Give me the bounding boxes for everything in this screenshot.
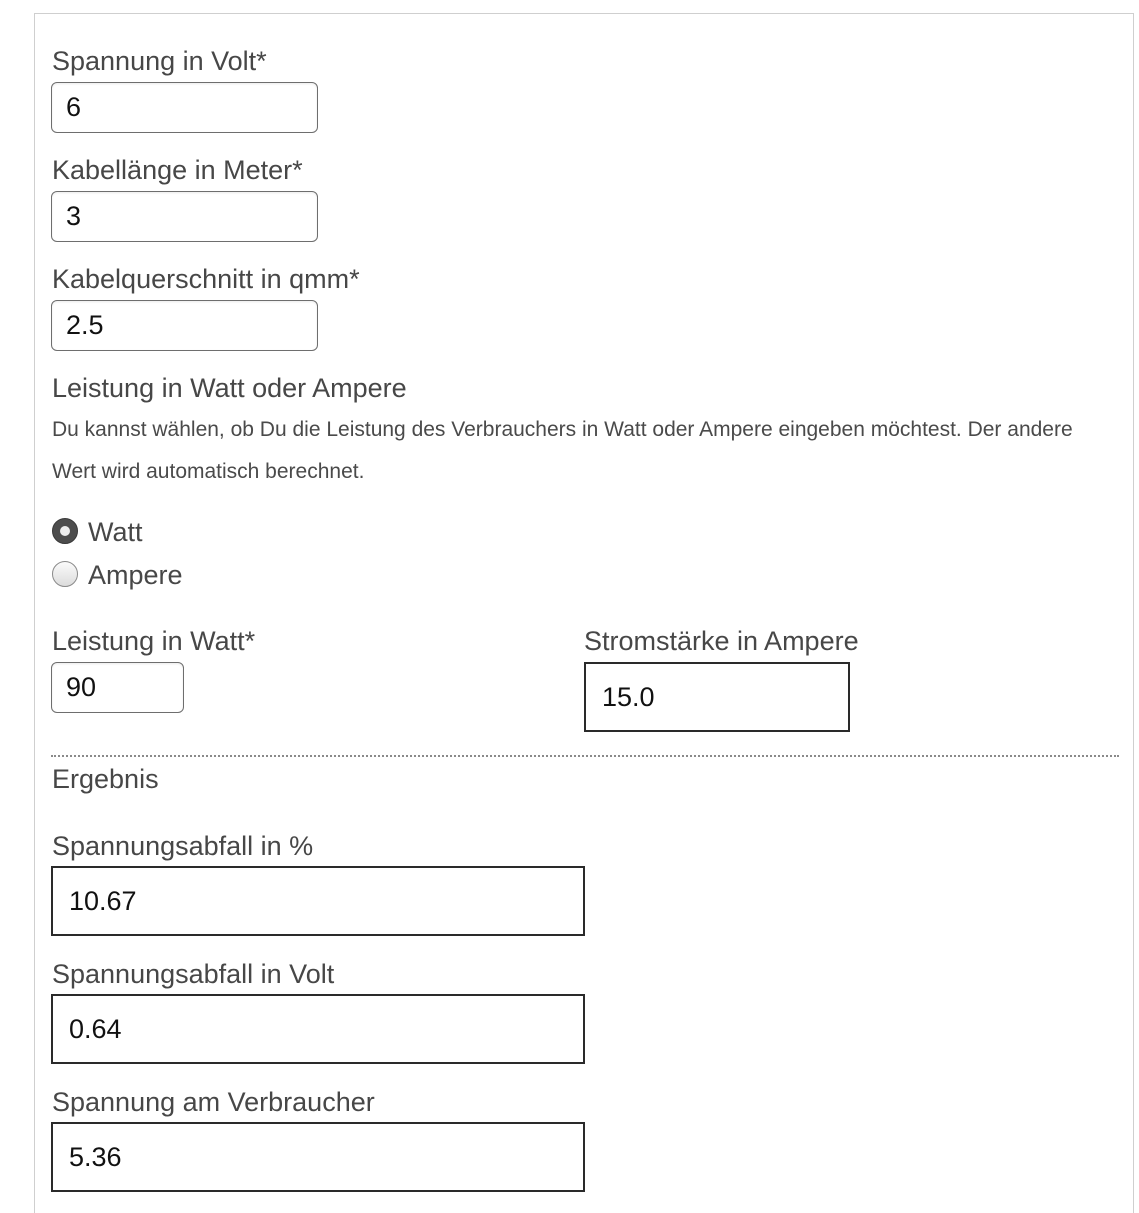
power-watt-label: Leistung in Watt* [52, 626, 256, 656]
ampere-radio[interactable] [52, 561, 78, 587]
ampere-radio-label[interactable]: Ampere [88, 560, 183, 590]
result-divider [51, 755, 1119, 757]
drop-percent-output: 10.67 [51, 866, 585, 936]
drop-volt-label: Spannungsabfall in Volt [52, 959, 335, 989]
power-mode-description: Du kannst wählen, ob Du die Leistung des Verbrauchers in Watt oder Ampere eingeben möchtest. Der andere Wert wird automatisch berechnet. [52, 418, 1073, 483]
load-voltage-label: Spannung am Verbraucher [52, 1087, 375, 1117]
cross-section-label: Kabelquerschnitt in qmm* [52, 264, 360, 294]
watt-radio[interactable] [52, 518, 78, 544]
cable-length-label: Kabellänge in Meter* [52, 155, 303, 185]
result-heading: Ergebnis [52, 764, 159, 794]
voltage-input[interactable]: 6 [51, 82, 318, 133]
watt-radio-label[interactable]: Watt [88, 517, 143, 547]
cross-section-input[interactable]: 2.5 [51, 300, 318, 351]
drop-percent-label: Spannungsabfall in % [52, 831, 314, 861]
current-ampere-output: 15.0 [584, 662, 850, 732]
power-mode-heading: Leistung in Watt oder Ampere [52, 373, 407, 403]
current-ampere-label: Stromstärke in Ampere [584, 626, 859, 656]
cable-length-input[interactable]: 3 [51, 191, 318, 242]
drop-volt-output: 0.64 [51, 994, 585, 1064]
load-voltage-output: 5.36 [51, 1122, 585, 1192]
power-watt-input[interactable]: 90 [51, 662, 184, 713]
voltage-label: Spannung in Volt* [52, 46, 267, 76]
